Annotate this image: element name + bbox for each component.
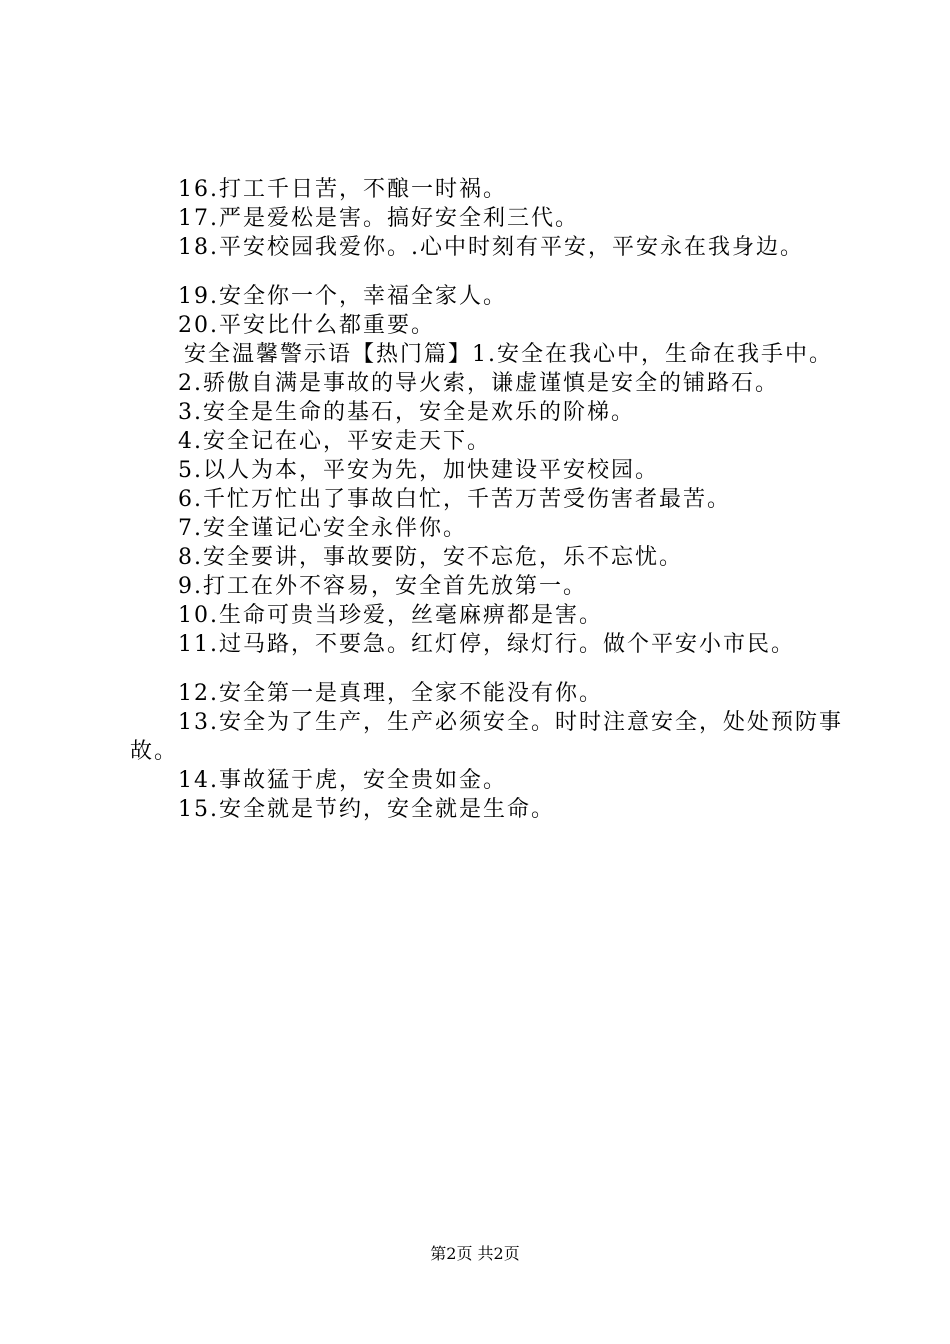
text-line: 18.平安校园我爱你。.心中时刻有平安，平安永在我身边。 [178,235,804,260]
text-line: 16.打工千日苦，不酿一时祸。 [178,177,507,202]
text-line: 11.过马路，不要急。红灯停，绿灯行。做个平安小市民。 [178,632,795,657]
text-line: 2.骄傲自满是事故的导火索，谦虚谨慎是安全的铺路石。 [178,371,779,396]
text-line: 12.安全第一是真理，全家不能没有你。 [178,681,603,706]
paragraph-gap [130,262,850,282]
text-line: 4.安全记在心，平安走天下。 [178,429,491,454]
section-heading-line: 安全温馨警示语【热门篇】1.安全在我心中，生命在我手中。 [184,342,833,367]
text-line: 15.安全就是节约，安全就是生命。 [178,797,555,822]
document-body [130,175,850,824]
text-line: 19.安全你一个，幸福全家人。 [178,284,507,309]
text-line: 20.平安比什么都重要。 [178,313,435,338]
text-line: 13.安全为了生产，生产必须安全。时时注意安全，处处预防事故。 [130,710,843,764]
paragraph-gap [130,659,850,679]
text-line: 5.以人为本，平安为先，加快建设平安校园。 [178,458,659,483]
text-line: 8.安全要讲，事故要防，安不忘危，乐不忘忧。 [178,545,683,570]
text-line: 14.事故猛于虎，安全贵如金。 [178,768,507,793]
text-line: 3.安全是生命的基石，安全是欢乐的阶梯。 [178,400,635,425]
page-footer: 第2页 共2页 [430,1244,520,1263]
text-line: 6.千忙万忙出了事故白忙，千苦万苦受伤害者最苦。 [178,487,731,512]
text-line: 7.安全谨记心安全永伴你。 [178,516,467,541]
text-line: 9.打工在外不容易，安全首先放第一。 [178,574,587,599]
text-line: 17.严是爱松是害。搞好安全利三代。 [178,206,579,231]
text-line: 10.生命可贵当珍爱，丝毫麻痹都是害。 [178,603,603,628]
